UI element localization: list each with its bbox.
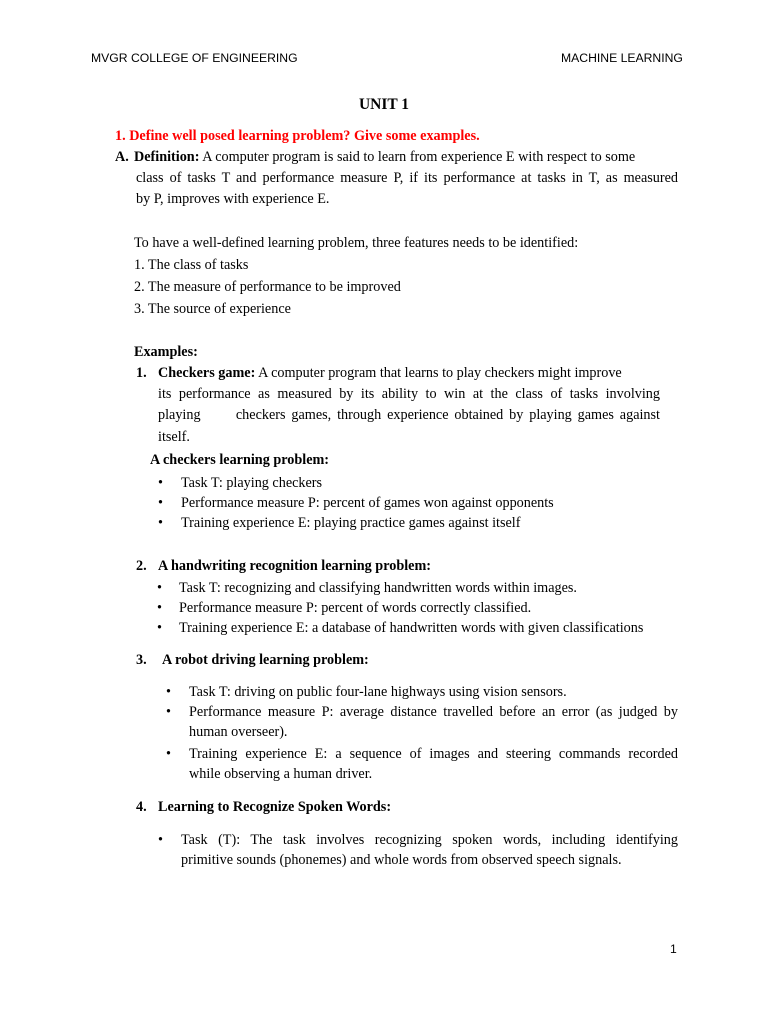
checkers-bullet: Training experience E: playing practice games against itself <box>181 515 521 531</box>
feature-item: 3. The source of experience <box>134 301 291 317</box>
handwriting-bullet: Task T: recognizing and classifying handwritten words within images. <box>179 580 577 596</box>
feature-item: 1. The class of tasks <box>134 257 249 273</box>
example-number: 2. <box>136 558 147 574</box>
definition-line-3: by P, improves with experience E. <box>136 191 330 207</box>
speech-bullet-line-2: primitive sounds (phonemes) and whole words from observed speech signals. <box>181 852 622 868</box>
checkers-line-3: playing checkers games, through experience obtained by playing games against <box>158 407 660 423</box>
definition-line-2: class of tasks T and performance measure P, if its performance at tasks in T, as measured <box>136 170 678 186</box>
page-number: 1 <box>670 942 677 956</box>
feature-item: 2. The measure of performance to be improved <box>134 279 401 295</box>
robot-bullet-3-line-2: while observing a human driver. <box>189 766 373 782</box>
handwriting-bullet: Training experience E: a database of handwritten words with given classifications <box>179 620 644 636</box>
bullet-icon: • <box>158 475 163 491</box>
checkers-text-1: A computer program that learns to play checkers might improve <box>258 365 622 381</box>
checkers-bullet: Task T: playing checkers <box>181 475 323 491</box>
handwriting-title: A handwriting recognition learning problem: <box>158 558 431 574</box>
bullet-icon: • <box>157 600 162 616</box>
checkers-line-1 <box>158 363 622 384</box>
bullet-icon: • <box>166 684 171 700</box>
question-heading: 1. Define well posed learning problem? Give some examples. <box>115 128 480 144</box>
robot-bullet-2-line-2: human overseer). <box>189 724 288 740</box>
checkers-line-2: its performance as measured by its ability to win at the class of tasks involving <box>158 386 660 402</box>
example-number: 4. <box>136 799 147 815</box>
definition-text-1: A computer program is said to learn from experience E with respect to some <box>202 149 636 165</box>
header-subject: MACHINE LEARNING <box>561 51 683 65</box>
speech-bullet-line-1: Task (T): The task involves recognizing spoken words, including identifying <box>181 832 678 848</box>
robot-title: A robot driving learning problem: <box>162 652 369 668</box>
features-intro: To have a well-defined learning problem, three features needs to be identified: <box>134 235 579 251</box>
definition-marker: A. <box>115 149 129 165</box>
bullet-icon: • <box>158 515 163 531</box>
speech-title: Learning to Recognize Spoken Words: <box>158 799 392 815</box>
bullet-icon: • <box>166 746 171 762</box>
bullet-icon: • <box>158 832 163 848</box>
bullet-icon: • <box>157 620 162 636</box>
definition-line-1 <box>134 147 635 168</box>
unit-title: UNIT 1 <box>358 96 410 113</box>
handwriting-bullet: Performance measure P: percent of words correctly classified. <box>179 600 532 616</box>
robot-bullet-2-line-1: Performance measure P: average distance travelled before an error (as judged by <box>189 704 678 720</box>
header-college: MVGR COLLEGE OF ENGINEERING <box>91 51 298 65</box>
checkers-subheading: A checkers learning problem: <box>150 452 330 468</box>
bullet-icon: • <box>157 580 162 596</box>
checkers-line-4: itself. <box>158 429 190 445</box>
example-number: 1. <box>136 365 147 381</box>
bullet-icon: • <box>158 495 163 511</box>
definition-label: Definition: <box>134 149 200 165</box>
robot-bullet-1: Task T: driving on public four-lane highways using vision sensors. <box>189 684 567 700</box>
checkers-bullet: Performance measure P: percent of games won against opponents <box>181 495 554 511</box>
bullet-icon: • <box>166 704 171 720</box>
example-number: 3. <box>136 652 147 668</box>
checkers-label: Checkers game: <box>158 365 256 381</box>
robot-bullet-3-line-1: Training experience E: a sequence of images and steering commands recorded <box>189 746 678 762</box>
examples-heading: Examples: <box>134 344 198 360</box>
